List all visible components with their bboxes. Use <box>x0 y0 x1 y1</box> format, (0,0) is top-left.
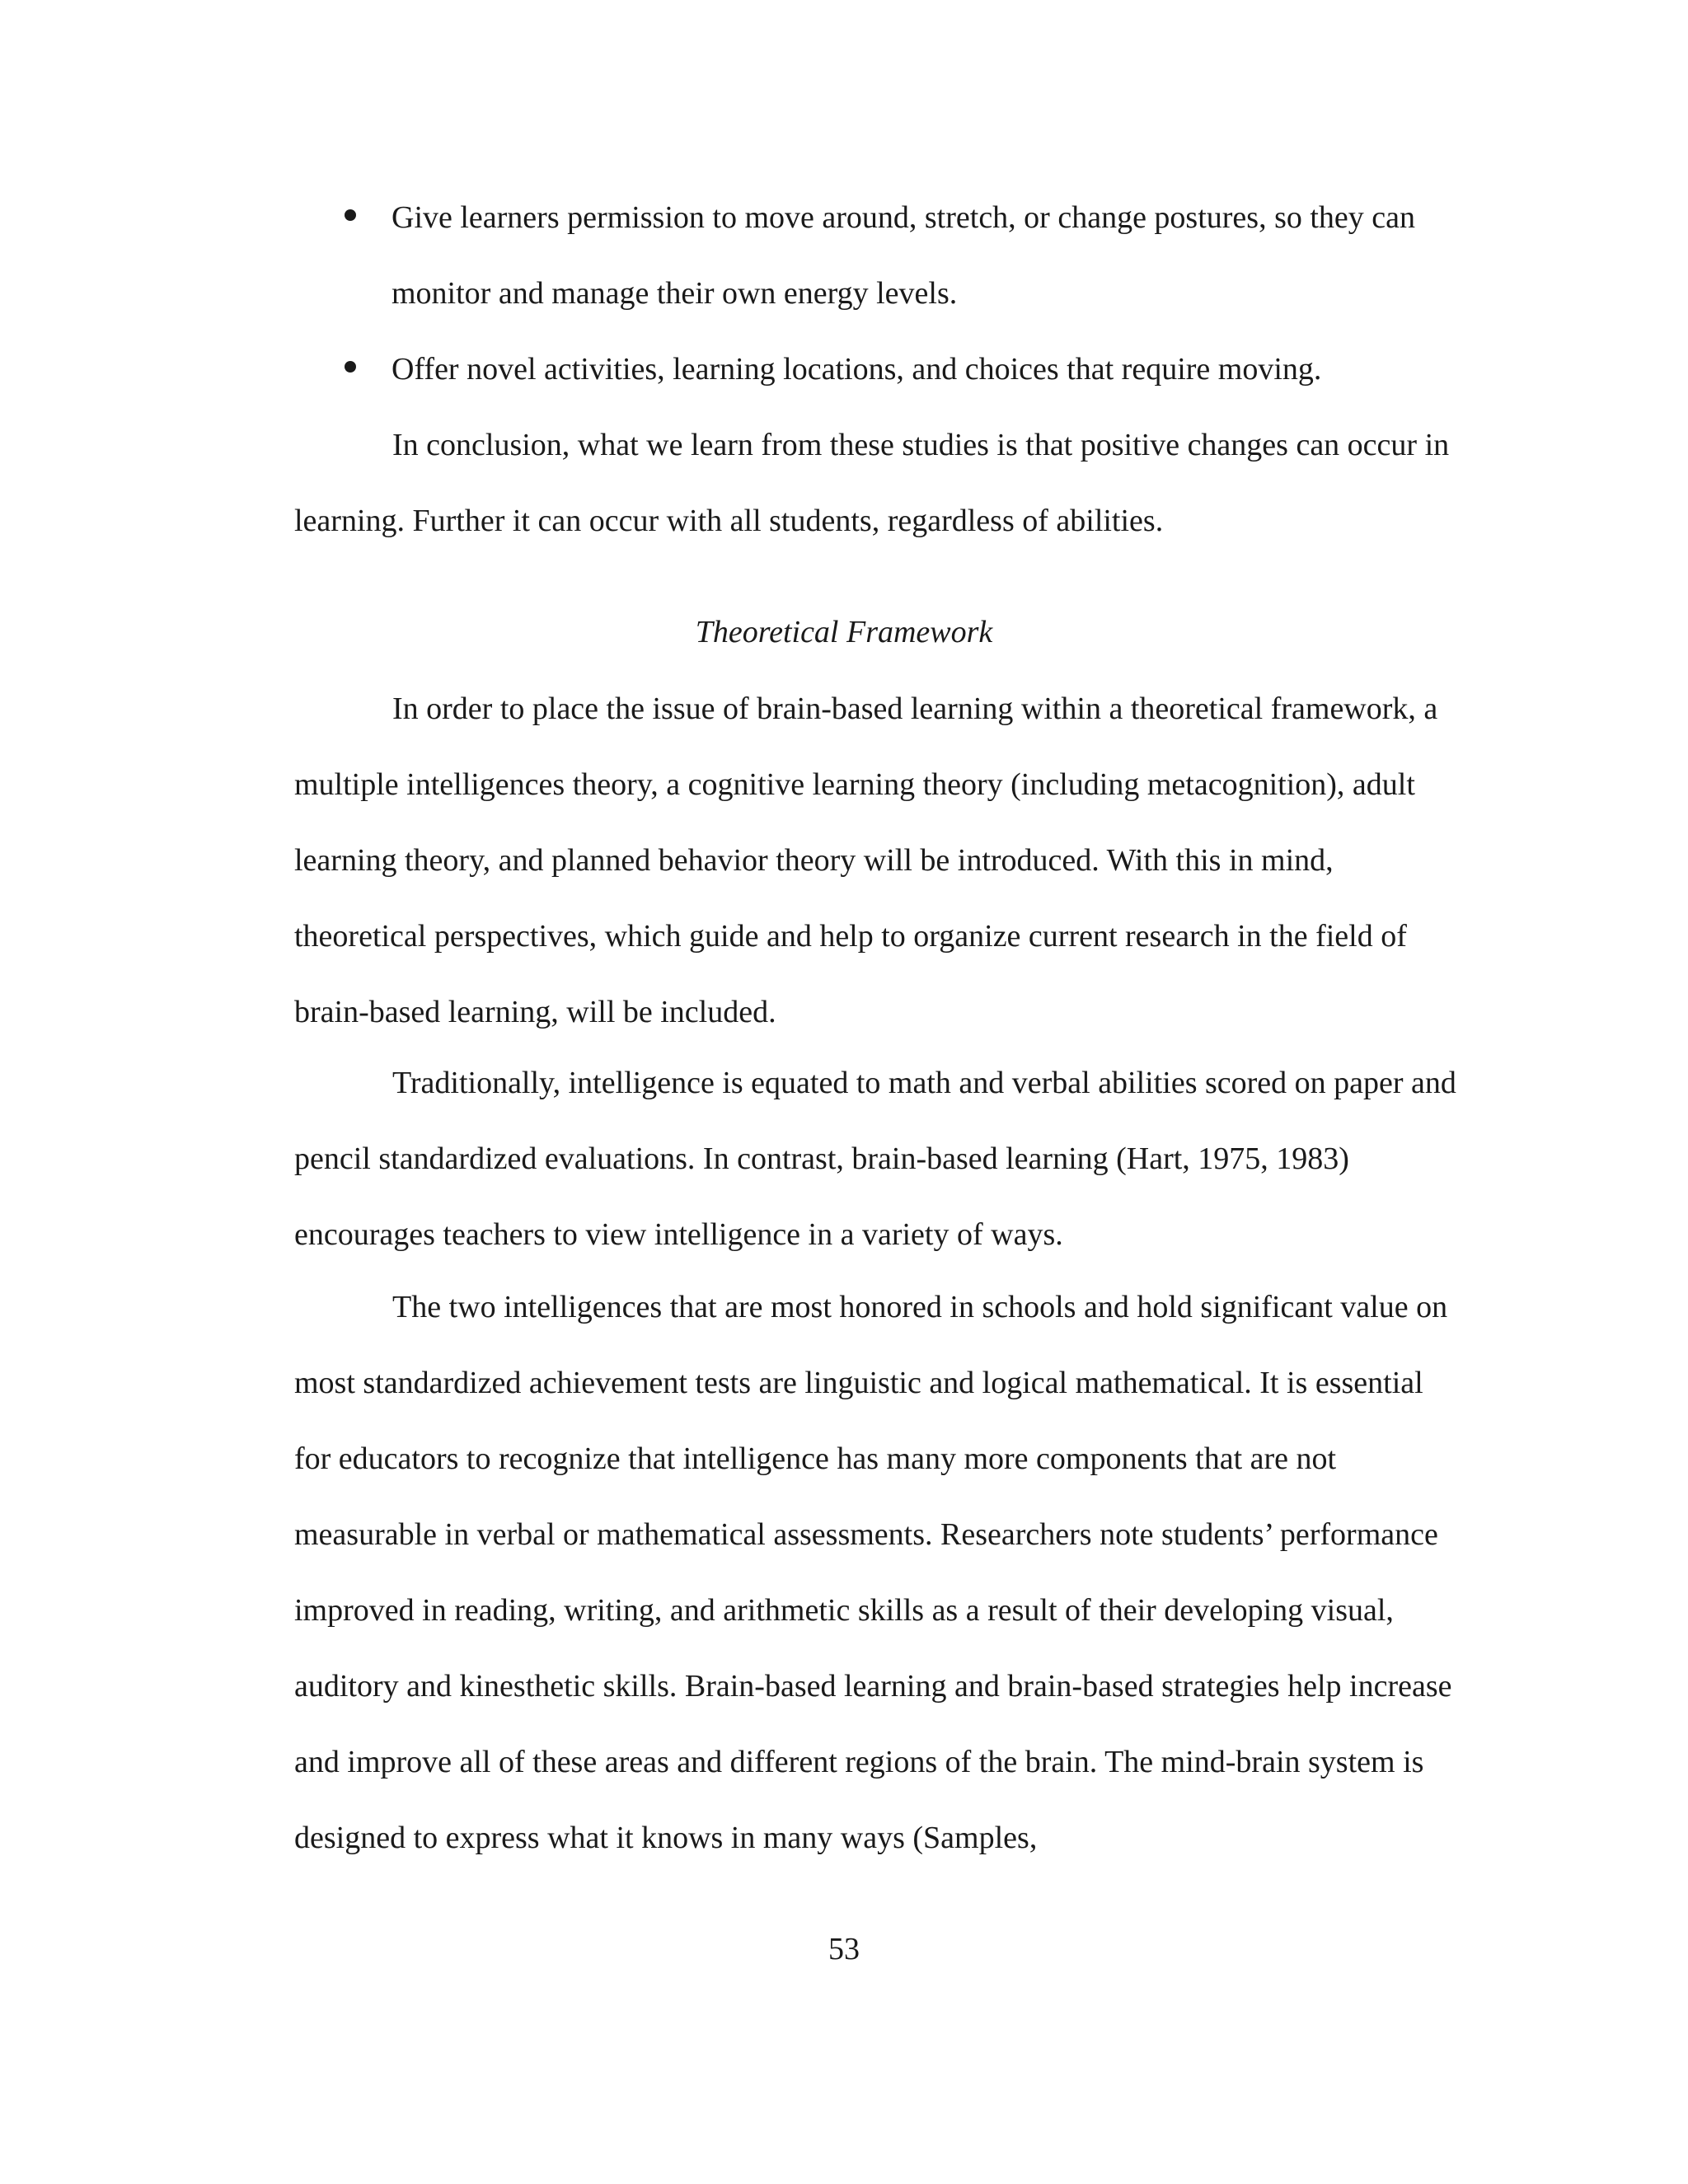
paragraph-two-intelligences: The two intelligences that are most honored in schools and hold significant value on most standardized achievement tests are linguistic and logical mathematical. It is essential for educators to recognize that intelligence has many more components that are not measurable in verbal or mathematical assessments. Researchers note students’ performance improved in reading, writing, and arithmetic skills as a result of their developing visual, auditory and kinesthetic skills. Brain-based learning and brain-based strategies help increase and improve all of these areas and different regions of the brain. The mind-brain system is designed to express what it knows in many ways (Samples, <box>294 1290 1452 1855</box>
bullet-icon <box>345 331 361 348</box>
paragraph-framework-intro: In order to place the issue of brain-based learning within a theoretical framework, a multiple intelligences theory, a cognitive learning theory (including metacognition), adult learning theory, and planned behavior theory will be introduced. With this in mind, theoretical perspectives, which guide and help to organize current research in the field of brain-based learning, will be included. <box>294 691 1438 1029</box>
page-number: 53 <box>828 1932 860 1966</box>
paragraph-conclusion: In conclusion, what we learn from these studies is that positive changes can occur in learning. Further it can occur with all students, regardless of abilities. <box>294 428 1450 538</box>
section-heading: Theoretical Framework <box>695 615 993 649</box>
paragraph-traditionally: Traditionally, intelligence is equated to math and verbal abilities scored on paper and pencil standardized evaluations. In contrast, brain-based learning (Hart, 1975, 1983) encourages teachers to view intelligence in a variety of ways. <box>294 1066 1456 1252</box>
bullet-item-move-around: Give learners permission to move around, stretch, or change postures, so they can monitor and manage their own energy levels. <box>392 200 1416 311</box>
bullet-icon <box>345 180 361 196</box>
bullet-item-novel-activities: Offer novel activities, learning locations, and choices that require moving. <box>392 352 1322 387</box>
